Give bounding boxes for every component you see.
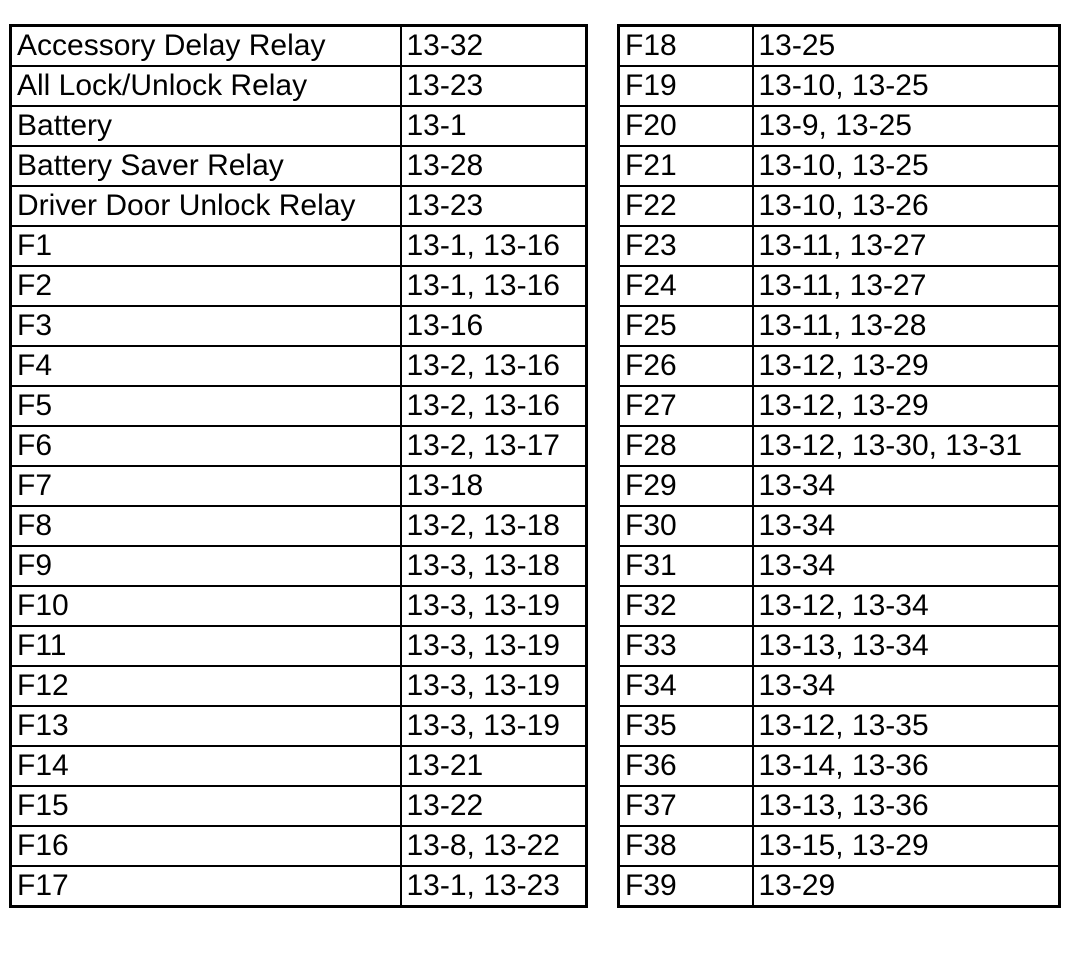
component-name-cell: F29	[619, 466, 753, 506]
page-reference-cell: 13-9, 13-25	[753, 106, 1060, 146]
component-name-cell: F1	[11, 226, 401, 266]
table-row	[619, 306, 1060, 346]
table-row	[619, 786, 1060, 826]
table-row	[619, 386, 1060, 426]
component-name-cell: F26	[619, 346, 753, 386]
page-reference-cell: 13-3, 13-18	[401, 546, 587, 586]
component-name-cell: F3	[11, 306, 401, 346]
page-reference-cell: 13-3, 13-19	[401, 586, 587, 626]
table-row	[619, 226, 1060, 266]
component-name-cell: F15	[11, 786, 401, 826]
page-reference-cell: 13-10, 13-25	[753, 66, 1060, 106]
table-row	[11, 546, 587, 586]
page-reference-cell: 13-3, 13-19	[401, 626, 587, 666]
page-reference-cell: 13-14, 13-36	[753, 746, 1060, 786]
table-row	[11, 706, 587, 746]
component-name-cell: Battery Saver Relay	[11, 146, 401, 186]
component-name-cell: F17	[11, 866, 401, 907]
page-reference-cell: 13-23	[401, 66, 587, 106]
table-row	[619, 866, 1060, 907]
table-row	[11, 666, 587, 706]
page-reference-cell: 13-18	[401, 466, 587, 506]
table-row	[11, 506, 587, 546]
page-reference-cell: 13-10, 13-26	[753, 186, 1060, 226]
component-name-cell: F14	[11, 746, 401, 786]
table-row	[11, 466, 587, 506]
page-reference-cell: 13-11, 13-27	[753, 266, 1060, 306]
table-row	[619, 586, 1060, 626]
page-reference-cell: 13-13, 13-36	[753, 786, 1060, 826]
component-name-cell: F11	[11, 626, 401, 666]
component-name-cell: F31	[619, 546, 753, 586]
left-index-table	[9, 24, 588, 908]
page-reference-cell: 13-21	[401, 746, 587, 786]
component-name-cell: F8	[11, 506, 401, 546]
page-reference-cell: 13-12, 13-35	[753, 706, 1060, 746]
component-name-cell: F27	[619, 386, 753, 426]
table-row	[11, 386, 587, 426]
component-name-cell: F28	[619, 426, 753, 466]
table-row	[619, 346, 1060, 386]
component-name-cell: F36	[619, 746, 753, 786]
table-row	[619, 426, 1060, 466]
component-name-cell: F21	[619, 146, 753, 186]
page-reference-cell: 13-12, 13-29	[753, 386, 1060, 426]
page-reference-cell: 13-3, 13-19	[401, 706, 587, 746]
component-name-cell: F34	[619, 666, 753, 706]
page-reference-cell: 13-34	[753, 506, 1060, 546]
component-name-cell: F33	[619, 626, 753, 666]
component-name-cell: F10	[11, 586, 401, 626]
component-name-cell: F35	[619, 706, 753, 746]
page-reference-cell: 13-32	[401, 26, 587, 67]
table-row	[11, 626, 587, 666]
table-row	[619, 666, 1060, 706]
table-row	[619, 506, 1060, 546]
page-reference-cell: 13-8, 13-22	[401, 826, 587, 866]
page-reference-cell: 13-12, 13-29	[753, 346, 1060, 386]
component-name-cell: F16	[11, 826, 401, 866]
page-reference-cell: 13-12, 13-34	[753, 586, 1060, 626]
table-row	[11, 346, 587, 386]
component-name-cell: F39	[619, 866, 753, 907]
page-reference-cell: 13-11, 13-28	[753, 306, 1060, 346]
component-name-cell: F24	[619, 266, 753, 306]
component-name-cell: Battery	[11, 106, 401, 146]
table-row	[11, 66, 587, 106]
table-row	[619, 26, 1060, 67]
component-name-cell: F4	[11, 346, 401, 386]
page-reference-cell: 13-29	[753, 866, 1060, 907]
table-row	[11, 26, 587, 67]
page-reference-cell: 13-1	[401, 106, 587, 146]
table-row	[619, 146, 1060, 186]
table-row	[619, 546, 1060, 586]
table-row	[619, 66, 1060, 106]
table-row	[11, 746, 587, 786]
page-reference-cell: 13-25	[753, 26, 1060, 67]
page-reference-cell: 13-2, 13-16	[401, 386, 587, 426]
table-row	[11, 106, 587, 146]
page-reference-cell: 13-2, 13-17	[401, 426, 587, 466]
table-row	[619, 826, 1060, 866]
component-name-cell: F32	[619, 586, 753, 626]
table-row	[619, 626, 1060, 666]
table-row	[11, 306, 587, 346]
component-name-cell: F22	[619, 186, 753, 226]
table-row	[11, 786, 587, 826]
page-reference-cell: 13-15, 13-29	[753, 826, 1060, 866]
page-reference-cell: 13-12, 13-30, 13-31	[753, 426, 1060, 466]
component-name-cell: F2	[11, 266, 401, 306]
table-row	[11, 866, 587, 907]
page-reference-cell: 13-22	[401, 786, 587, 826]
component-name-cell: Driver Door Unlock Relay	[11, 186, 401, 226]
table-row	[619, 186, 1060, 226]
component-name-cell: F7	[11, 466, 401, 506]
page-reference-cell: 13-2, 13-16	[401, 346, 587, 386]
table-row	[11, 586, 587, 626]
table-row	[11, 266, 587, 306]
left-index-body	[11, 26, 587, 907]
right-index-table	[617, 24, 1061, 908]
table-row	[11, 226, 587, 266]
table-row	[11, 826, 587, 866]
page-reference-cell: 13-16	[401, 306, 587, 346]
component-name-cell: F6	[11, 426, 401, 466]
table-row	[11, 186, 587, 226]
component-name-cell: F38	[619, 826, 753, 866]
table-row	[619, 106, 1060, 146]
table-row	[619, 266, 1060, 306]
component-name-cell: F5	[11, 386, 401, 426]
page-reference-cell: 13-1, 13-23	[401, 866, 587, 907]
component-name-cell: All Lock/Unlock Relay	[11, 66, 401, 106]
component-name-cell: F20	[619, 106, 753, 146]
component-name-cell: Accessory Delay Relay	[11, 26, 401, 67]
page-reference-cell: 13-13, 13-34	[753, 626, 1060, 666]
table-row	[619, 706, 1060, 746]
table-row	[619, 466, 1060, 506]
page-reference-cell: 13-34	[753, 466, 1060, 506]
component-name-cell: F13	[11, 706, 401, 746]
page-reference-cell: 13-10, 13-25	[753, 146, 1060, 186]
component-name-cell: F30	[619, 506, 753, 546]
component-name-cell: F25	[619, 306, 753, 346]
component-name-cell: F23	[619, 226, 753, 266]
component-name-cell: F18	[619, 26, 753, 67]
component-name-cell: F12	[11, 666, 401, 706]
table-row	[619, 746, 1060, 786]
page-reference-cell: 13-34	[753, 666, 1060, 706]
page-reference-cell: 13-3, 13-19	[401, 666, 587, 706]
page-reference-cell: 13-2, 13-18	[401, 506, 587, 546]
page-reference-cell: 13-11, 13-27	[753, 226, 1060, 266]
page-reference-cell: 13-23	[401, 186, 587, 226]
table-row	[11, 426, 587, 466]
right-index-body	[619, 26, 1060, 907]
page-reference-cell: 13-1, 13-16	[401, 266, 587, 306]
page-reference-cell: 13-1, 13-16	[401, 226, 587, 266]
component-name-cell: F19	[619, 66, 753, 106]
page-reference-cell: 13-34	[753, 546, 1060, 586]
component-name-cell: F37	[619, 786, 753, 826]
table-row	[11, 146, 587, 186]
component-name-cell: F9	[11, 546, 401, 586]
page-reference-cell: 13-28	[401, 146, 587, 186]
